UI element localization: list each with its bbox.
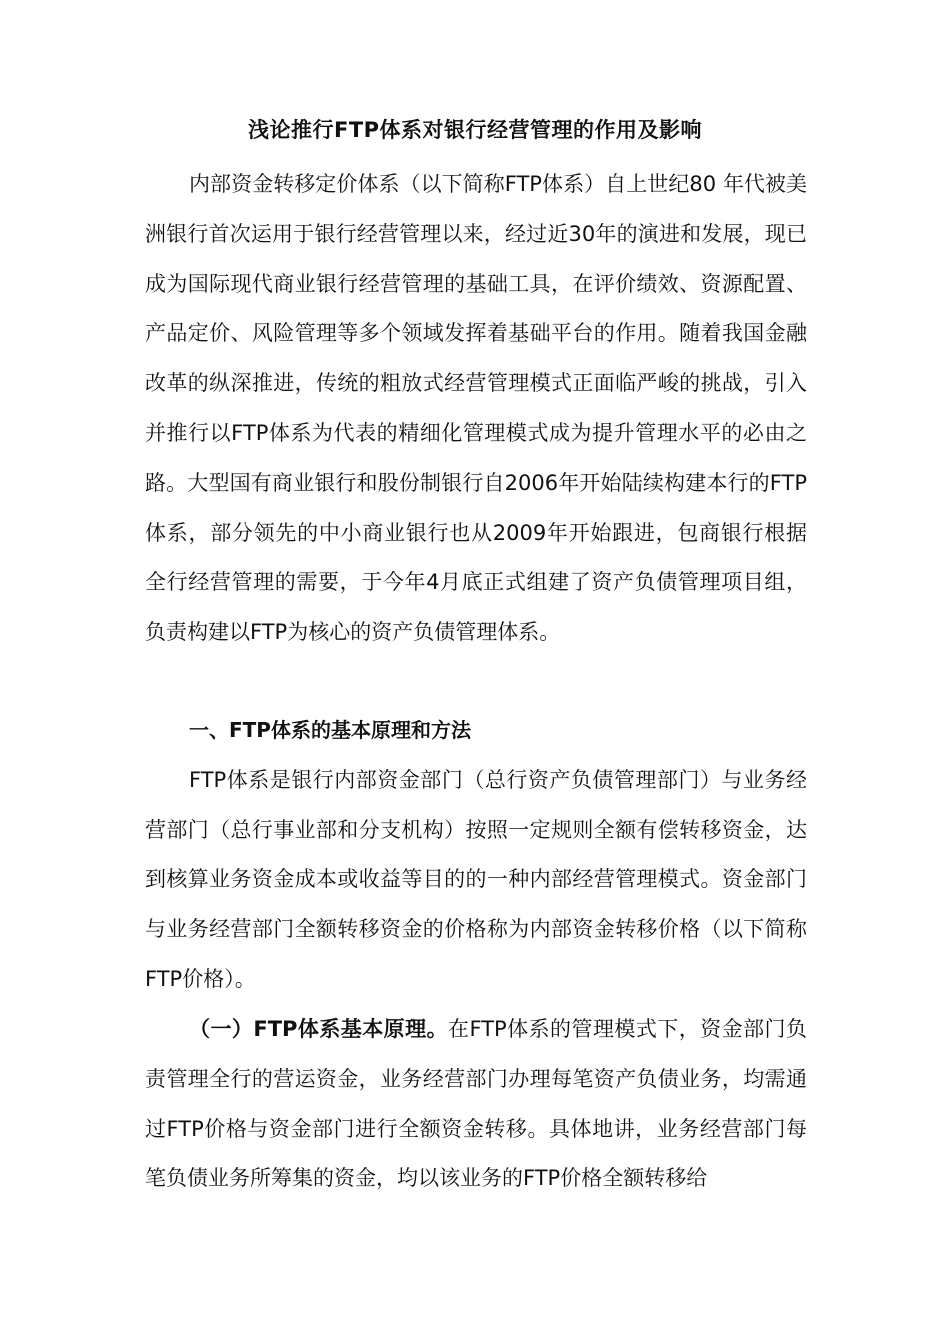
- intro-paragraph: 内部资金转移定价体系（以下简称FTP体系）自上世纪80 年代被美洲银行首次运用于银行经营管理以来，经过近30年的演进和发展，现已成为国际现代商业银行经营管理的基础工具，在评价绩效、资源配置、产品定价、风险管理等多个领域发挥着基础平台的作用。随着我国金融改革的纵深推进，传统的粗放式经营管理模式正面临严峻的挑战，引入并推行以FTP体系为代表的精细化管理模式成为提升管理水平的必由之路。大型国有商业银行和股份制银行自2006年开始陆续构建本行的FTP体系，部分领先的中小商业银行也从2009年开始跟进，包商银行根据全行经营管理的需要，于今年4月底正式组建了资产负债管理项目组，负责构建以FTP为核心的资产负债管理体系。: [145, 172, 807, 645]
- section-1-block: [145, 706, 807, 1005]
- intro-block: [145, 160, 807, 658]
- subsection-1-block: [145, 1005, 807, 1204]
- section-1-heading: 一、FTP体系的基本原理和方法: [189, 718, 471, 742]
- subsection-1-lead: （一）FTP体系基本原理。: [189, 1017, 449, 1041]
- subsection-1-body: 在FTP体系的管理模式下，资金部门负责管理全行的营运资金，业务经营部门办理每笔资产负债业务，均需通过FTP价格与资金部门进行全额资金转移。具体地讲，业务经营部门每笔负债业务所筹集的资金，均以该业务的FTP价格全额转移给: [145, 1017, 808, 1191]
- document-title: 浅论推行FTP体系对银行经营管理的作用及影响: [247, 118, 703, 142]
- section-1-paragraph: FTP体系是银行内部资金部门（总行资产负债管理部门）与业务经营部门（总行事业部和分支机构）按照一定规则全额有偿转移资金，达到核算业务资金成本或收益等目的的一种内部经营管理模式。资金部门与业务经营部门全额转移资金的价格称为内部资金转移价格（以下简称FTP价格）。: [145, 767, 807, 991]
- subsection-1-paragraph: [145, 1005, 807, 1204]
